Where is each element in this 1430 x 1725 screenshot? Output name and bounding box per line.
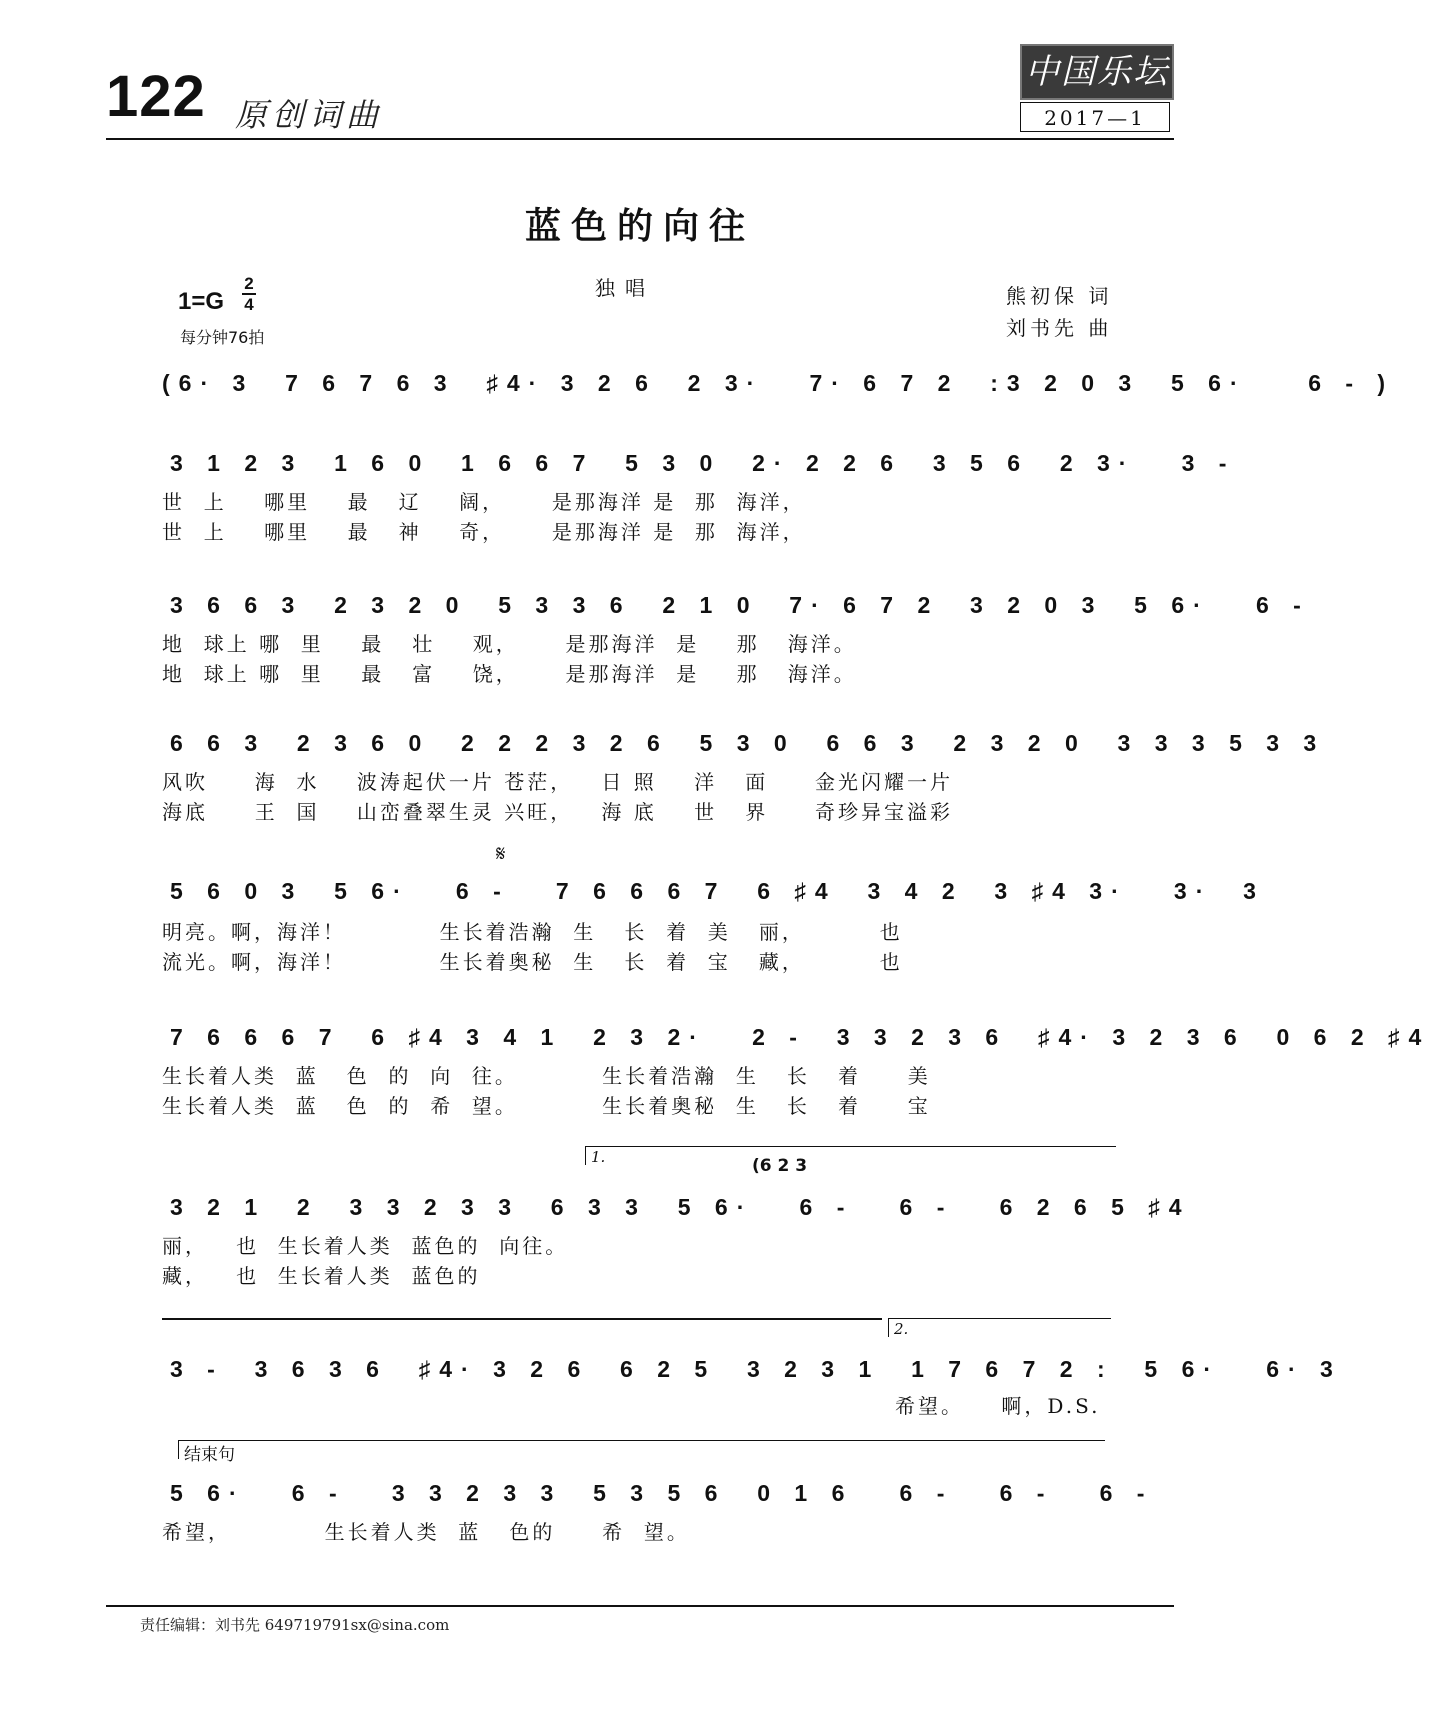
score-line-4-notes: 6 6 3 2 3 6 0 2 2 2 3 2 6 5 3 0 6 6 3 2 3 2 0 3 3 3 5 3 3 — [170, 730, 1326, 756]
score-line-6-lyrics-1: 生长着人类 蓝 色 的 向 往。 生长着浩瀚 生 长 着 美 — [162, 1064, 931, 1088]
volta-2-label: 2. — [894, 1320, 909, 1338]
volta-1-label: 1. — [591, 1148, 606, 1166]
time-signature-bottom: 4 — [244, 295, 254, 314]
section-title: 原创词曲 — [235, 96, 384, 134]
score-line-3-lyrics-1: 地 球上 哪 里 最 壮 观， 是那海洋 是 那 海洋。 — [162, 632, 857, 656]
score-line-4-lyrics-1: 风吹 海 水 波涛起伏一片 苍茫， 日 照 洋 面 金光闪耀一片 — [162, 770, 954, 794]
score-line-9-notes: 5 6· 6 - 3 3 2 3 3 5 3 5 6 0 1 6 6 - 6 - 6 - — [170, 1480, 1154, 1506]
issue-number: 2017—1 — [1020, 102, 1170, 132]
performance-form: 独唱 — [595, 276, 655, 300]
segno-sign: 𝄋 — [496, 842, 506, 867]
score-line-3-lyrics-2: 地 球上 哪 里 最 富 饶， 是那海洋 是 那 海洋。 — [162, 662, 857, 686]
score-line-8-lyrics-1: 希望。 啊，D.S. — [895, 1394, 1101, 1418]
score-line-1-notes: (6· 3 7 6 7 6 3 ♯4· 3 2 6 2 3· 7· 6 7 2 :3 2 0 3 5 6· 6 - ) — [162, 370, 1395, 396]
score-line-5-notes: 5 6 0 3 5 6· 6 - 7 6 6 6 7 6 ♯4 3 4 2 3 ♯4 3· 3· 3 — [170, 878, 1265, 904]
footer-rule — [106, 1605, 1174, 1607]
score-line-5-lyrics-2: 流光。啊，海洋！ 生长着奥秘 生 长 着 宝 藏， 也 — [162, 950, 903, 974]
volta-2-bracket — [888, 1318, 1111, 1337]
score-line-2-lyrics-2: 世 上 哪里 最 神 奇， 是那海洋 是 那 海洋， — [162, 520, 806, 544]
lyricist-credit: 熊初保 词 — [1006, 284, 1113, 308]
score-line-9-lyrics-1: 希望， 生长着人类 蓝 色的 希 望。 — [162, 1520, 690, 1544]
score-line-3-notes: 3 6 6 3 2 3 2 0 5 3 3 6 2 1 0 7· 6 7 2 3 2 0 3 5 6· 6 - — [170, 592, 1310, 618]
score-line-4-lyrics-2: 海底 王 国 山峦叠翠生灵 兴旺， 海 底 世 界 奇珍异宝溢彩 — [162, 800, 954, 824]
score-line-8-notes: 3 - 3 6 3 6 ♯4· 3 2 6 6 2 5 3 2 3 1 1 7 6 7 2 : 5 6· 6· 3 — [170, 1356, 1342, 1382]
key-signature: 1=G — [178, 288, 225, 315]
continuation-rule — [162, 1318, 882, 1320]
score-line-6-notes: 7 6 6 6 7 6 ♯4 3 4 1 2 3 2· 2 - 3 3 2 3 6 ♯4· 3 2 3 6 0 6 2 ♯4 — [170, 1024, 1430, 1050]
ending-bracket — [178, 1440, 1105, 1459]
time-signature-top: 2 — [244, 274, 254, 293]
header-rule — [106, 138, 1174, 140]
score-line-7-lyrics-1: 丽， 也 生长着人类 蓝色的 向往。 — [162, 1234, 569, 1258]
score-line-2-notes: 3 1 2 3 1 6 0 1 6 6 7 5 3 0 2· 2 2 6 3 5 6 2 3· 3 - — [170, 450, 1236, 476]
page-number: 122 — [106, 64, 206, 129]
score-line-7-notes: 3 2 1 2 3 3 2 3 3 6 3 3 5 6· 6 - 6 - 6 2 6 5 ♯4 — [170, 1194, 1191, 1220]
song-title: 蓝色的向往 — [524, 205, 755, 247]
composer-credit: 刘书先 曲 — [1006, 316, 1113, 340]
magazine-logo: 中国乐坛 — [1020, 44, 1174, 100]
editor-credit: 责任编辑：刘书先 649719791sx@sina.com — [140, 1616, 450, 1634]
score-line-7-lyrics-2: 藏， 也 生长着人类 蓝色的 — [162, 1264, 481, 1288]
volta-1-bracket — [585, 1146, 1116, 1165]
score-line-6-lyrics-2: 生长着人类 蓝 色 的 希 望。 生长着奥秘 生 长 着 宝 — [162, 1094, 931, 1118]
score-line-2-lyrics-1: 世 上 哪里 最 辽 阔， 是那海洋 是 那 海洋， — [162, 490, 806, 514]
tempo-marking: 每分钟76拍 — [180, 328, 265, 347]
ending-label: 结束句 — [184, 1445, 235, 1465]
time-signature — [242, 274, 256, 314]
score-line-5-lyrics-1: 明亮。啊，海洋！ 生长着浩瀚 生 长 着 美 丽， 也 — [162, 920, 903, 944]
intro-fill: (6 2 3 — [752, 1156, 808, 1176]
